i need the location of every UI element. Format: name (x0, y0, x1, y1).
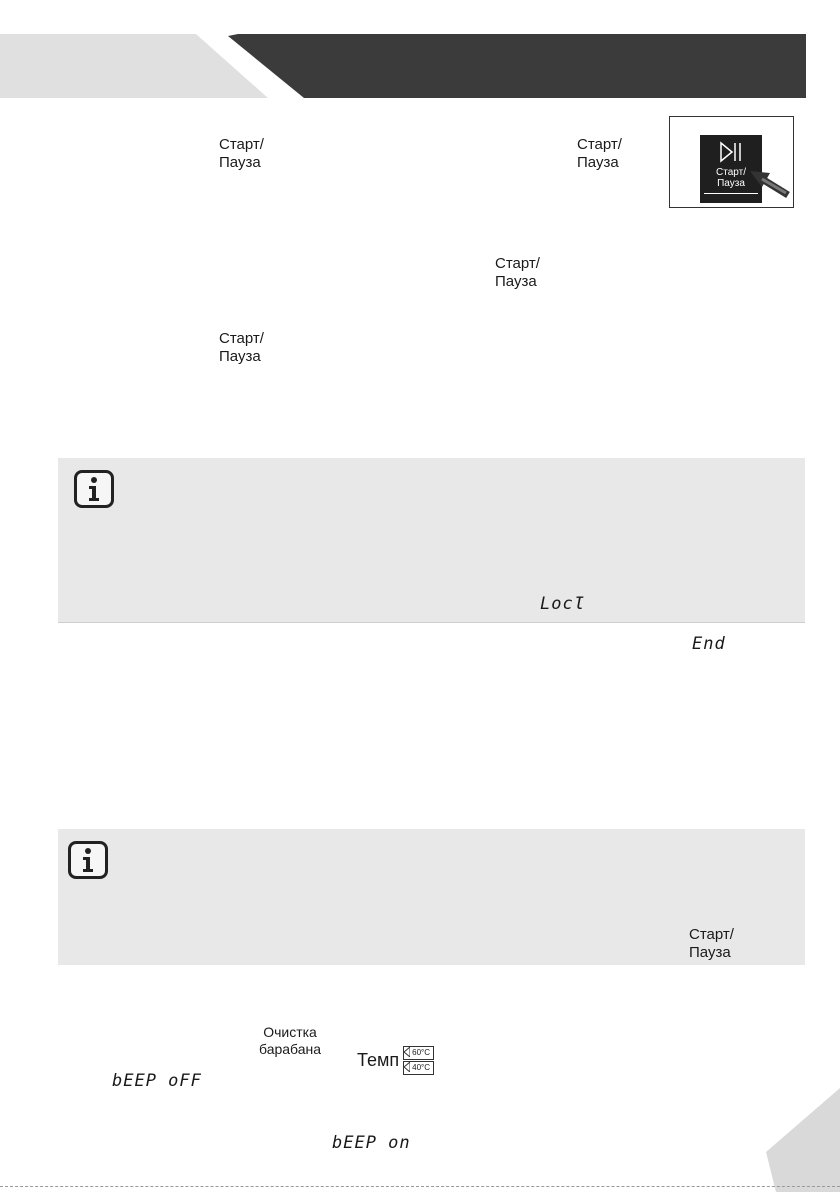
info-icon (68, 841, 108, 879)
drum-clean-label: Очистка барабана (259, 1024, 322, 1057)
page-bottom-rule (0, 1186, 840, 1187)
play-pause-icon (718, 141, 744, 163)
arrow-icon (746, 163, 792, 201)
start-pause-label-3: Старт/ Пауза (495, 255, 540, 290)
temp-tag-low: 40°C (403, 1061, 434, 1075)
start-pause-label-2: Старт/ Пауза (577, 136, 622, 171)
page-corner-tab (760, 1088, 840, 1192)
start-pause-button-illustration (669, 116, 794, 208)
temp-tag-high: 60°C (403, 1046, 434, 1060)
note-box-1 (58, 458, 805, 622)
rule-1 (58, 622, 805, 623)
start-pause-label-1: Старт/ Пауза (219, 136, 264, 171)
button-label: Старт/ Пауза (716, 167, 746, 189)
display-beep-off: bEEP oFF (112, 1071, 202, 1091)
temp-label: Темп 60°C 40°C (357, 1046, 434, 1075)
display-lock: LocƖ (540, 594, 585, 614)
header-bar (228, 34, 808, 98)
info-icon (74, 470, 114, 508)
display-end: End (692, 634, 726, 654)
start-pause-label-5: Старт/ Пауза (689, 926, 734, 961)
start-pause-label-4: Старт/ Пауза (219, 330, 264, 365)
display-beep-on: bEEP on (332, 1133, 411, 1153)
